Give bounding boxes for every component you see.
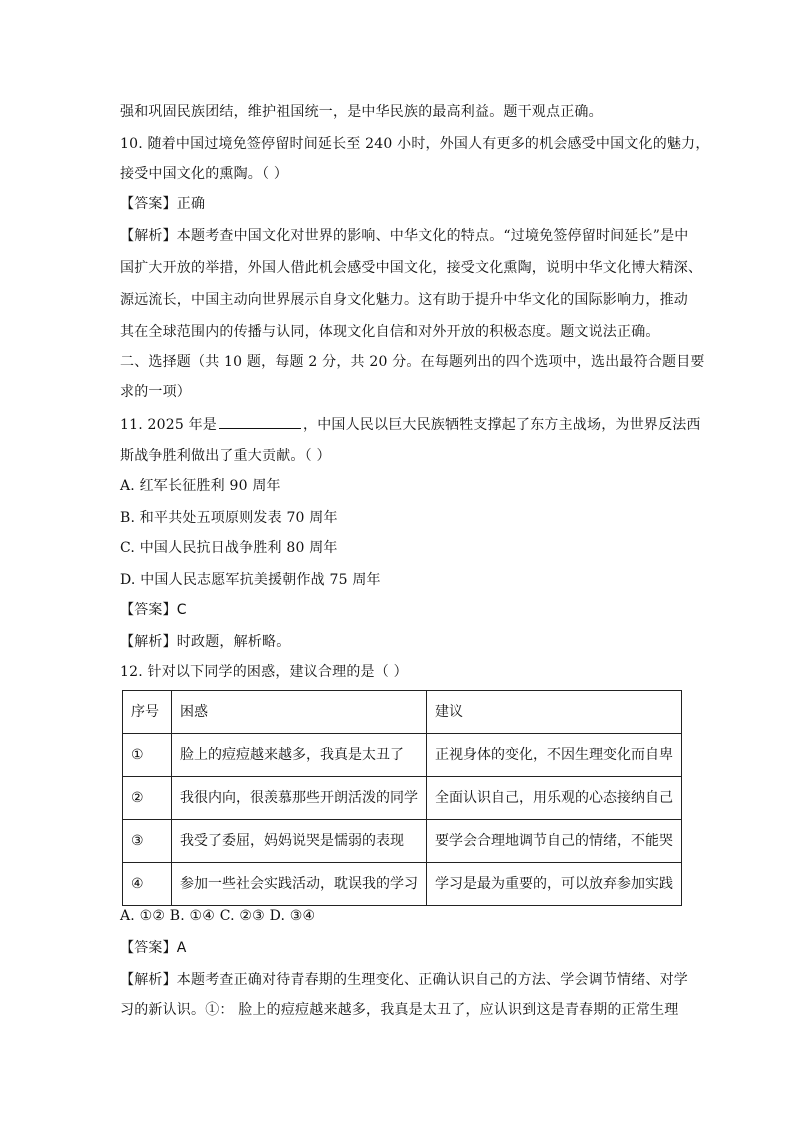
- question-12-options: A. ①② B. ①④ C. ②③ D. ③④: [120, 908, 316, 924]
- fill-blank: [219, 414, 301, 429]
- table-cell: 我很内向，很羡慕那些开朗活泼的同学: [172, 777, 427, 820]
- table-cell: 脸上的痘痘越来越多，我真是太丑了: [172, 734, 427, 777]
- table-cell: ④: [123, 863, 172, 906]
- question-12-answer: 【答案】A: [120, 940, 187, 956]
- table-row: [123, 734, 682, 777]
- section-heading: 二、选择题（共 10 题，每题 2 分，共 20 分。在每题列出的四个选项中，选出最符合题目要: [120, 354, 705, 370]
- section-heading-cont: 求的一项）: [120, 384, 191, 400]
- question-10-answer: 【答案】正确: [120, 196, 206, 212]
- question-10-stem-cont: 接受中国文化的熏陶。（ ）: [120, 166, 289, 182]
- option-b: B. 和平共处五项原则发表 70 周年: [120, 510, 338, 526]
- table-cell: ③: [123, 820, 172, 863]
- question-11-analysis: 【解析】时政题，解析略。: [120, 634, 291, 650]
- table-cell: 参加一些社会实践活动，耽误我的学习: [172, 863, 427, 906]
- table-row: [123, 863, 682, 906]
- header-cell: 建议: [427, 691, 682, 734]
- table-cell: 要学会合理地调节自己的情绪，不能哭: [427, 820, 682, 863]
- question-10-analysis: 源远流长，中国主动向世界展示自身文化魅力。这有助于提升中华文化的国际影响力，推动: [120, 292, 688, 308]
- table-cell: 全面认识自己，用乐观的心态接纳自己: [427, 777, 682, 820]
- table-cell: 正视身体的变化，不因生理变化而自卑: [427, 734, 682, 777]
- question-11-answer: 【答案】C: [120, 602, 187, 618]
- question-11-stem: [120, 414, 701, 435]
- header-cell: 序号: [123, 691, 172, 734]
- question-12-analysis: 习的新认识。①： 脸上的痘痘越来越多，我真是太丑了，应认识到这是青春期的正常生理: [120, 1002, 679, 1018]
- question-10-analysis: 国扩大开放的举措，外国人借此机会感受中国文化，接受文化熏陶，说明中华文化博大精深、: [120, 260, 703, 276]
- table-header-row: [123, 691, 682, 734]
- question-10-stem: 10. 随着中国过境免签停留时间延长至 240 小时，外国人有更多的机会感受中国文化的魅力，: [120, 136, 710, 152]
- text-line: 强和巩固民族团结，维护祖国统一，是中华民族的最高利益。题干观点正确。: [120, 104, 603, 120]
- option-a: A. 红军长征胜利 90 周年: [120, 478, 281, 494]
- option-d: D. 中国人民志愿军抗美援朝作战 75 周年: [120, 572, 381, 588]
- table-row: [123, 820, 682, 863]
- table-cell: 学习是最为重要的，可以放弃参加实践: [427, 863, 682, 906]
- question-10-analysis: 其在全球范围内的传播与认同，体现文化自信和对外开放的积极态度。题文说法正确。: [120, 324, 660, 340]
- header-cell: 困惑: [172, 691, 427, 734]
- table-row: [123, 777, 682, 820]
- question-12-table: [122, 690, 682, 906]
- table-cell: 我受了委屈，妈妈说哭是懦弱的表现: [172, 820, 427, 863]
- question-11-suffix: ，中国人民以巨大民族牺牲支撑起了东方主战场，为世界反法西: [303, 417, 701, 433]
- question-11-prefix: 11. 2025 年是: [120, 417, 217, 433]
- question-10-analysis: 【解析】本题考查中国文化对世界的影响、中华文化的特点。“过境免签停留时间延长”是中: [120, 228, 689, 244]
- option-c: C. 中国人民抗日战争胜利 80 周年: [120, 540, 338, 556]
- table-cell: ②: [123, 777, 172, 820]
- table-cell: ①: [123, 734, 172, 777]
- question-11-stem-cont: 斯战争胜利做出了重大贡献。（ ）: [120, 448, 331, 464]
- question-12-stem: 12. 针对以下同学的困惑，建议合理的是（ ）: [120, 664, 408, 680]
- question-12-analysis: 【解析】本题考查正确对待青春期的生理变化、正确认识自己的方法、学会调节情绪、对学: [120, 972, 688, 988]
